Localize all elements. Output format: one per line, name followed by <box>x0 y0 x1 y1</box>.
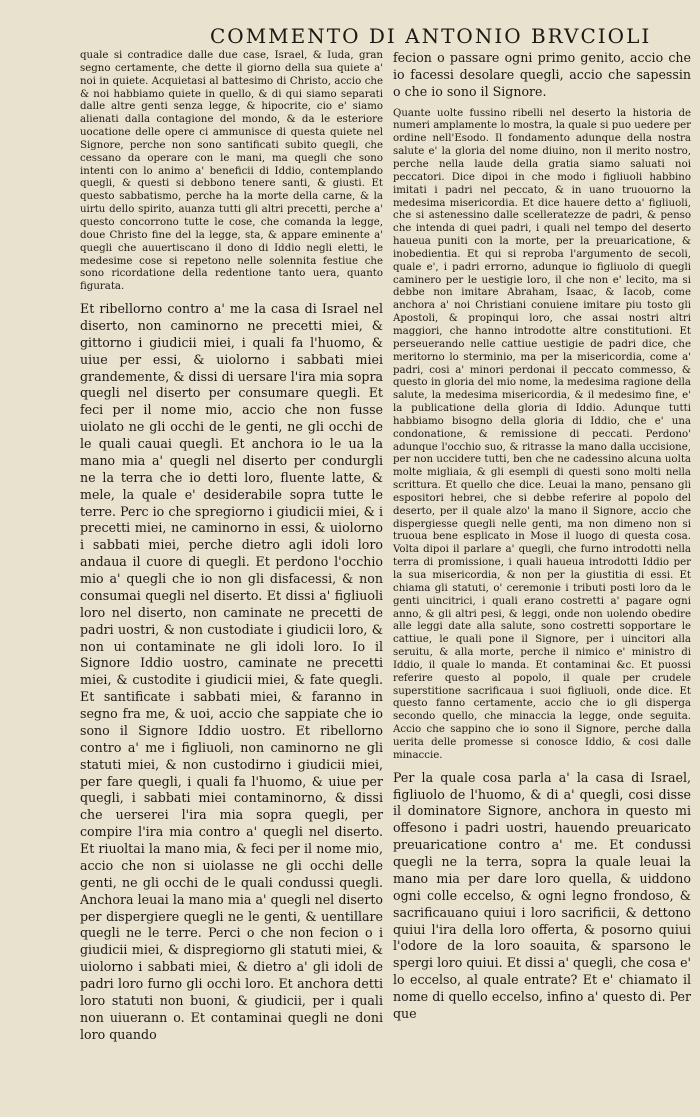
running-head: COMMENTO DI ANTONIO BRVCIOLI <box>210 24 652 48</box>
commentary-paragraph-middle: Quante uolte fussino ribelli nel deserto la historia de numeri amplamente lo mostra, la quale si puo uedere per ordine nell'Esodo. Il fondamento adunque della nostra salute e' la gloria del nome diuino, non il merito nostro, perche nella laude della gratia siamo saluati noi peccatori. Dice dipoi in che modo i figliuoli habbino imitati i padri nel peccato, & in uano truouorno la medesima misericordia. Et dice hauere detto a' figliuoli, che si astenessino dalle scelleratezze de padri, & penso che intenda di quei padri, i quali nel tempo del deserto haueua puniti con la morte, per la preuaricatione, & inobedientia. Et qui si reproba l'argumento de secoli, quale e', i padri errorno, adunque io figliuolo di quegli caminero per le uestigie loro, il che non e' lecito, ma si debbe non imitare Abraham, Isaac, & Iacob, come anchora a' noi Christiani conuiene imitare piu tosto gli Apostoli, & propinqui loro, che assai nostri altri maggiori, che hanno introdotte altre constitutioni. Et perseuerando nelle cattiue uestigie de padri dice, che meritorno lo sterminio, ma per la misericordia, come a' padri, cosi a' minori perdonai il peccato commesso, & questo in gloria del mio nome, la medesima ragione della salute, la medesima misericordia, & il medesimo fine, e' la publicatione della gloria di Iddio. Adunque tutti habbiamo bisogno della gloria di Iddio, che e' una condonatione, & remissione di peccati. Perdono' adunque l'occhio suo, & ritrasse la mano dalla uccisione, per non uccidere tutti, ben che ne cadessino alcuna uolta molte migliaia, & gli esempli di questi sono molti nella scrittura. Et quello che dice. Leuai la mano, pensano gli espositori hebrei, che si debbe referire al popolo del deserto, per il quale alzo' la mano il Signore, accio che dispergiesse quegli nelle genti, ma non dimeno non si truoua bene esplicato in Mose il luogo di questa cosa. Volta dipoi il parlare a' quegli, che furno introdotti nella terra di promissione, i quali haueua introdotti Iddio per la sua misericordia, & non per la giustitia di essi. Et chiama gli statuti, o' ceremonie i tributi posti loro da le genti uincitrici, i quali erano costretti a' pagare ogni anno, & gli altri pesi, & leggi, onde non uolendo obedire alle leggi date alla salute, sono costretti sopportare le cattiue, le quali pone il Signore, per i uincitori alla seruitu, & alla morte, perche il nimico e' ministro di Iddio, il quale lo manda. Et contaminai &c. Et puossi referire questo al popolo, il quale per crudele superstitione sacrificaua i suoi figliuoli, onde dice. Et questo fanno certamente, accio che io gli disperga secondo quello, che minaccia la legge, onde seguita. Accio che sappino che io sono il Signore, perche dalla uerita delle promesse si conosce Iddio, & cosi dalle minaccie. <box>393 107 691 761</box>
left-column <box>80 50 383 1105</box>
scripture-paragraph-bottom: Per la quale cosa parla a' la casa di Israel, figliuolo de l'huomo, & di a' quegli, cosi disse il dominatore Signore, anchora in questo mi offesono i padri uostri, hauendo preuaricato preuaricatione contro a' me. Et condussi quegli ne la terra, sopra la quale leuai la mano mia per dare loro quella, & uiddono ogni colle eccelso, & ogni legno frondoso, & sacrificauano quiui i loro sacrificii, & dettono quiui l'ira della loro offerta, & posorno quiui l'odore de la loro soauita, & sparsono le spergi loro quiui. Et dissi a' quegli, che cosa e' lo eccelso, al quale entrate? Et e' chiamato il nome di quello eccelso, infino a' questo di. Per que <box>393 769 691 1021</box>
scripture-paragraph: Et ribellorno contro a' me la casa di Israel nel diserto, non caminorno ne precetti miei, & gittorno i giudicii miei, i quali fa l'huomo, & uiue per essi, & uiolorno i sabbati miei grandemente, & dissi di uersare l'ira mia sopra quegli nel diserto per consumare quegli. Et feci per il nome mio, accio che non fusse uiolato ne gli occhi de le genti, ne gli occhi de le quali cauai quegli. Et anchora io le ua la mano mia a' quegli nel diserto per condurgli ne la terra che io detti loro, fluente latte, & mele, la quale e' desiderabile sopra tutte le terre. Perc io che spregiorno i giudicii miei, & i precetti miei, ne caminorno in essi, & uiolorno i sabbati miei, perche dietro agli idoli loro andaua il cuore di quegli. Et perdono l'occhio mio a' quegli che io non gli disfacessi, & non consumai quegli nel diserto. Et dissi a' figliuoli loro nel diserto, non caminate ne precetti de padri uostri, & non custodiate i giudicii loro, & non ui contaminate ne gli idoli loro. Io il Signore Iddio uostro, caminate ne precetti miei, & custodite i giudicii miei, & fate quegli. Et santificate i sabbati miei, & faranno in segno fra me, & uoi, accio che sappiate che io sono il Signore Iddio uostro. Et ribellorno contro a' me i figliuoli, non caminorno ne gli statuti miei, & non custodirno i giudicii miei, per fare quegli, i quali fa l'huomo, & uiue per quegli, i sabbati miei contaminorno, & dissi che uerserei l'ira mia sopra quegli, per compire l'ira mia contro a' quegli nel diserto. Et riuoltai la mano mia, & feci per il nome mio, accio che non si uiolasse ne gli occhi delle genti, ne gli occhi de le quali condussi quegli. Anchora leuai la mano mia a' quegli nel diserto per dispergiere quegli ne le genti, & uentillare quegli ne le terre. Perci o che non fecion o i giudicii miei, & dispregiorno gli statuti miei, & uiolorno i sabbati miei, & dietro a' gli idoli de padri loro furno gli occhi loro. Et anchora detti loro statuti non buoni, & giudicii, per i quali non uiuerann o. Et contaminai quegli ne doni loro quando <box>80 301 383 1042</box>
scripture-continuation: fecion o passare ogni primo genito, accio che io facessi desolare quegli, accio che sapessin o che io sono il Signore. <box>393 50 691 99</box>
commentary-paragraph-top: quale si contradice dalle due case, Israel, & Iuda, gran segno certamente, che dette il giorno della sua quiete a' noi in quiete. Acquietasi al battesimo di Christo, accio che & noi habbiamo quiete in quello, & di qui siamo separati dalle altre genti senza legge, & hipocrite, cio e' siamo alienati dalla contagione del mondo, & da le esteriore uocatione delle opere ci ammunisce di questa quiete nel Signore, perche non sono santificati subito quegli, che cessano da operare con le mani, ma quegli che sono intenti con lo animo a' beneficii di Iddio, contemplando quegli, & questi si debbono tenere santi, & giusti. Et questo sabbatismo, perche ha la morte della carne, & la uirtu dello spirito, auanza tutti gli altri precetti, perche a' questo concorrono tutte le cose, che comanda la legge, doue Christo fine del la legge, sta, & appare eminente a' quegli che auuertiscano il dono di Iddio negli eletti, le medesime cose si repetono nelle solennita festiue che sono ricordatione della redentione tanto uera, quanto figurata. <box>80 50 383 293</box>
right-column <box>393 50 691 1105</box>
